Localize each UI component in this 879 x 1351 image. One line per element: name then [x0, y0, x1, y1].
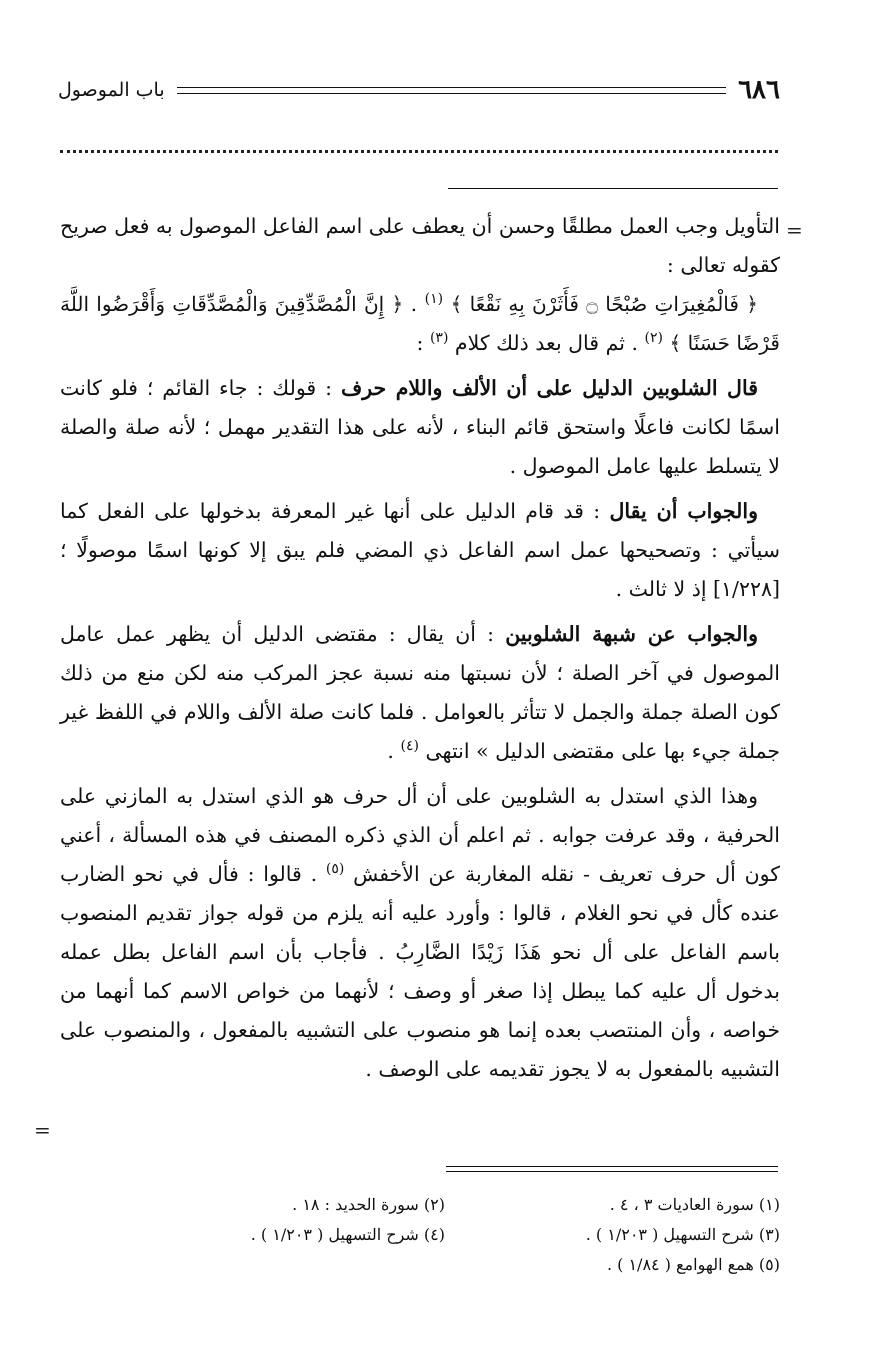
- footnote-ref-4: (٤): [400, 738, 419, 755]
- footnote-ref-1: (١): [424, 291, 444, 308]
- chapter-title: باب الموصول: [58, 79, 165, 101]
- paragraph-quran: [60, 285, 780, 363]
- footnote-4: (٤) شرح التسهيل ( ١/٢٠٣ ) .: [250, 1225, 445, 1244]
- paragraph-answer-doubt: [60, 615, 780, 771]
- page-number: ٦٨٦: [738, 75, 780, 105]
- continuation-mark-start: =: [786, 218, 803, 242]
- continuation-mark-end: =: [34, 1118, 51, 1142]
- paragraph-final: [60, 777, 780, 1089]
- quran-tail: . ثم قال بعد ذلك كلام: [448, 331, 639, 355]
- heading-answer-doubt: والجواب عن شبهة الشلوبين: [505, 622, 758, 646]
- text-final-a: وهذا الذي استدل به الشلوبين على أن أل حرف هو الذي استدل به المازني على الحرفية ، وقد عرفت جوابه . ثم اعلم أن الذي ذكره المصنف في هذه المسألة ، أعني كون أل حرف تعريف - نقله المغاربة عن الأخفش: [60, 784, 780, 886]
- footnote-ref-3: (٣): [429, 330, 449, 347]
- paragraph-answer: [60, 492, 780, 609]
- text-shalawbin: : قولك : جاء القائم ؛ فلو كانت اسمًا لكانت فاعلًا واستحق قائم البناء ، لأنه على هذا التقدير مهمل ؛ لأنه صلة والصلة لا يتسلط عليها عامل الموصول .: [60, 376, 780, 478]
- paragraph-shalawbin: [60, 369, 780, 486]
- footnote-double-rule: [446, 1166, 778, 1172]
- heading-shalawbin: قال الشلوبين الدليل على أن الألف واللام حرف: [340, 376, 758, 400]
- heading-answer: والجواب أن يقال: [609, 499, 759, 523]
- text-final-b: . قالوا : فأل في نحو الضارب عنده كأل في نحو الغلام ، قالوا : وأورد عليه أنه يلزم من قوله جواز تقديم المنصوب باسم الفاعل على أل نحو هَذَا زَيْدًا الضَّارِبُ . فأجاب بأن اسم الفاعل بطل عمله بدخول أل عليه كما يبطل إذا صغر أو وصف ؛ لأنهما من خواص الاسم كما أنهما من خواصه ، وأن المنتصب بعده إنما هو منصوب على التشبيه بالمفعول ، والمنصوب على التشبيه بالمفعول به لا يجوز تقديمه على الوصف .: [60, 862, 780, 1081]
- footnote-5: (٥) همع الهوامع ( ١/٨٤ ) .: [606, 1255, 780, 1274]
- footnote-ref-5: (٥): [325, 861, 345, 878]
- text-answer-doubt-end: .: [387, 739, 401, 763]
- footnote-ref-2: (٢): [644, 330, 664, 347]
- main-text: [60, 207, 780, 1089]
- quran-verse-1: ﴿ فَالْمُغِيرَاتِ صُبْحًا ۝ فَأَثَرْنَ بِهِ نَقْعًا ﴾: [450, 292, 758, 316]
- footnote-2: (٢) سورة الحديد : ١٨ .: [292, 1195, 445, 1214]
- separator: .: [403, 292, 418, 316]
- footnote-1: (١) سورة العاديات ٣ ، ٤ .: [609, 1195, 780, 1214]
- header-double-rule: [177, 87, 726, 94]
- quran-verse-2: ﴿ إِنَّ الْمُصَّدِّقِينَ وَالْمُصَّدِّقَاتِ وَأَقْرَضُوا اللَّهَ قَرْضًا حَسَنًا ﴾: [60, 292, 780, 355]
- continuation-rule: [448, 188, 778, 189]
- footnote-3: (٣) شرح التسهيل ( ١/٢٠٣ ) .: [585, 1225, 780, 1244]
- page-header: [58, 70, 780, 110]
- text-answer: : قد قام الدليل على أنها غير المعرفة بدخولها على الفعل كما سيأتي : وتصحيحها عمل اسم الفاعل ذي المضي فلم يبق إلا كونها اسمًا موصولًا ؛ [١/٢٢٨] إذ لا ثالث .: [60, 499, 780, 601]
- quran-end: :: [416, 331, 424, 355]
- dotted-separator: [60, 150, 778, 153]
- paragraph-1: التأويل وجب العمل مطلقًا وحسن أن يعطف على اسم الفاعل الموصول به فعل صريح كقوله تعالى :: [60, 214, 780, 277]
- footnotes: [140, 1190, 780, 1280]
- text-answer-doubt: : أن يقال : مقتضى الدليل أن يظهر عمل عامل الموصول في آخر الصلة ؛ لأن نسبتها منه نسبة عجز المركب منه لكن منع من ذلك كون الصلة جملة والجمل لا تتأثر بالعوامل . فلما كانت صلة الألف واللام في اللفظ غير جملة جيء بها على مقتضى الدليل » انتهى: [60, 622, 780, 763]
